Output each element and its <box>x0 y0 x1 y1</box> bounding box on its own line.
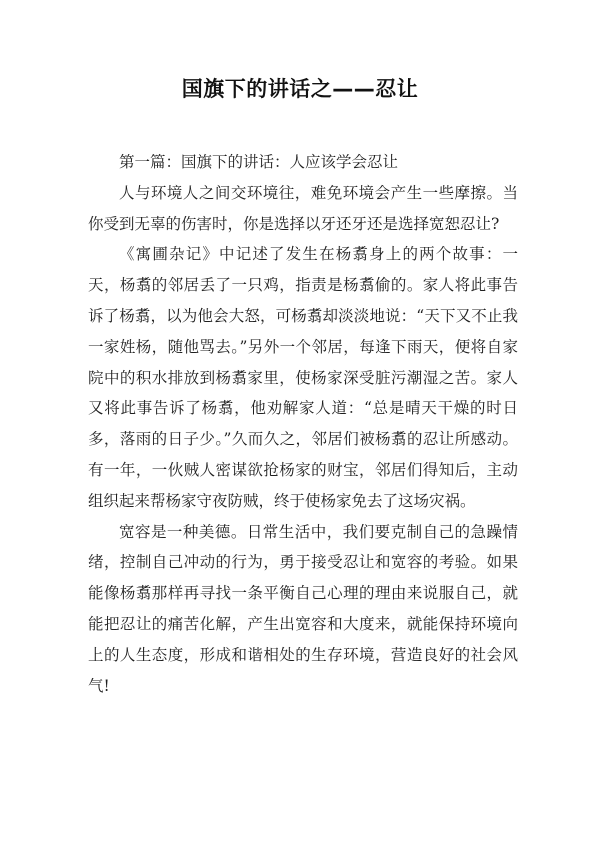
body-paragraph: 宽容是一种美德。日常生活中，我们要克制自己的急躁情绪，控制自己冲动的行为，勇于接受忍让和宽容的考验。如果能像杨翥那样再寻找一条平衡自己心理的理由来说服自己，就能把忍让的痛苦化解，产生出宽容和大度来，就能保持环境向上的人生态度，形成和谐相处的生存环境，营造良好的社会风气! <box>88 522 518 695</box>
body-paragraph: 人与环境人之间交环境往，难免环境会产生一些摩擦。当你受到无辜的伤害时，你是选择以牙还牙还是选择宽恕忍让? <box>88 183 518 233</box>
body-paragraph: 《寓圃杂记》中记述了发生在杨翥身上的两个故事：一天，杨翥的邻居丢了一只鸡，指责是杨翥偷的。家人将此事告诉了杨翥，以为他会大怒，可杨翥却淡淡地说：“天下又不止我一家姓杨，随他骂去。”另外一个邻居，每逢下雨天，便将自家院中的积水排放到杨翥家里，使杨家深受脏污潮湿之苦。家人又将此事告诉了杨翥，他劝解家人道：“总是晴天干燥的时日多，落雨的日子少。”久而久之，邻居们被杨翥的忍让所感动。有一年，一伙贼人密谋欲抢杨家的财宝，邻居们得知后，主动组织起来帮杨家守夜防贼，终于使杨家免去了这场灾祸。 <box>88 245 518 510</box>
section-heading: 第一篇：国旗下的讲话：人应该学会忍让 <box>119 153 399 171</box>
document-title: 国旗下的讲话之——忍让 <box>181 77 419 101</box>
document-body <box>88 147 518 701</box>
